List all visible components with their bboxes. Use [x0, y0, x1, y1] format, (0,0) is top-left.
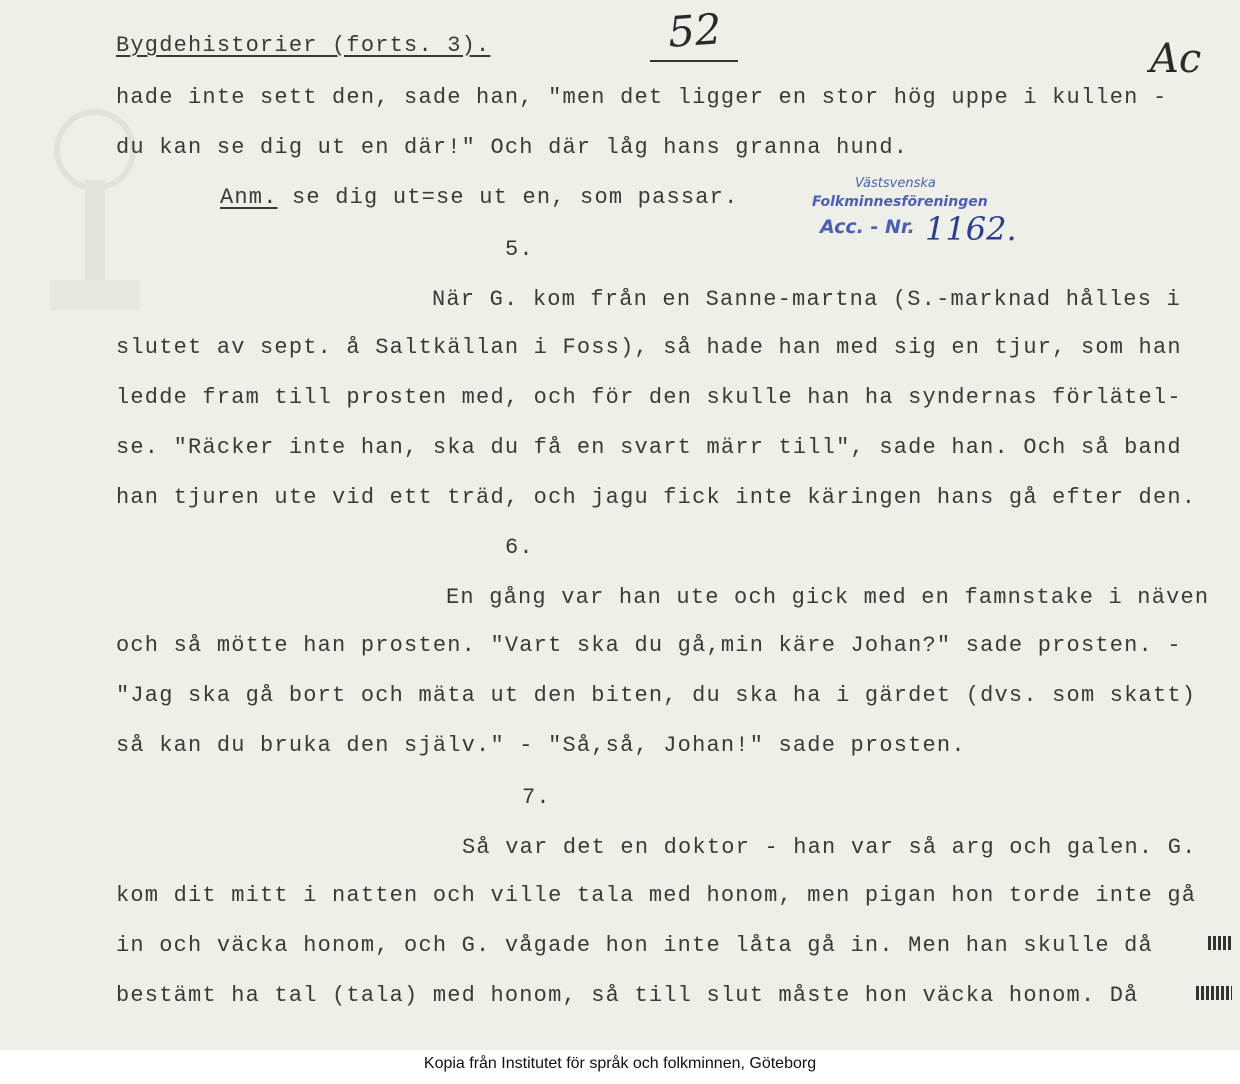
- text-line: se. "Räcker inte han, ska du få en svart märr till", sade han. Och så band: [116, 435, 1182, 460]
- text-line: [220, 184, 738, 212]
- annotation-label: Anm.: [220, 185, 278, 210]
- struck-out-characters: [1208, 936, 1232, 950]
- text-line: ledde fram till prosten med, och för den skulle han ha syndernas förlätel-: [116, 385, 1182, 410]
- text-line: in och väcka honom, och G. vågade hon inte låta gå in. Men han skulle då: [116, 933, 1153, 958]
- text-line: När G. kom från en Sanne-martna (S.-marknad hålles i: [432, 287, 1181, 312]
- text-line: han tjuren ute vid ett träd, och jagu fick inte käringen hans gå efter den.: [116, 485, 1197, 510]
- section-number: 7.: [522, 785, 551, 810]
- stamp-line-1: Västsvenska: [855, 176, 936, 191]
- handwritten-page-number: 52: [666, 4, 724, 57]
- text-line: "Jag ska gå bort och mäta ut den biten, du ska ha i gärdet (dvs. som skatt): [116, 683, 1197, 708]
- text-line: hade inte sett den, sade han, "men det ligger en stor hög uppe i kullen -: [116, 85, 1168, 110]
- document-title: Bygdehistorier (forts. 3).: [116, 33, 491, 58]
- text-line: kom dit mitt i natten och ville tala med honom, men pigan hon torde inte gå: [116, 883, 1197, 908]
- text-line: En gång var han ute och gick med en famnstake i näven: [446, 585, 1210, 610]
- stamp-acc-label: Acc. - Nr.: [820, 216, 915, 238]
- section-number: 5.: [505, 237, 534, 262]
- text-line: bestämt ha tal (tala) med honom, så till slut måste hon väcka honom. Då: [116, 983, 1139, 1008]
- text-line: slutet av sept. å Saltkällan i Foss), så hade han med sig en tjur, som han: [116, 335, 1182, 360]
- text-line: så kan du bruka den själv." - "Så,så, Johan!" sade prosten.: [116, 733, 966, 758]
- text-line: Så var det en doktor - han var så arg och galen. G.: [462, 835, 1197, 860]
- stamp-line-2: Folkminnesföreningen: [812, 194, 988, 210]
- handwritten-acc-number: 1162.: [925, 210, 1017, 248]
- faint-seal-watermark: [40, 90, 150, 330]
- page-number-underline: [650, 60, 738, 62]
- text-line: och så mötte han prosten. "Vart ska du gå,min käre Johan?" sade prosten. -: [116, 633, 1182, 658]
- handwritten-corner-mark: Ac: [1150, 36, 1202, 82]
- section-number: 6.: [505, 535, 534, 560]
- text-line: du kan se dig ut en där!" Och där låg hans granna hund.: [116, 135, 909, 160]
- struck-out-characters: [1196, 986, 1232, 1000]
- archive-footer: Kopia från Institutet för språk och folkminnen, Göteborg: [423, 1055, 817, 1072]
- annotation-text: se dig ut=se ut en, som passar.: [277, 185, 739, 210]
